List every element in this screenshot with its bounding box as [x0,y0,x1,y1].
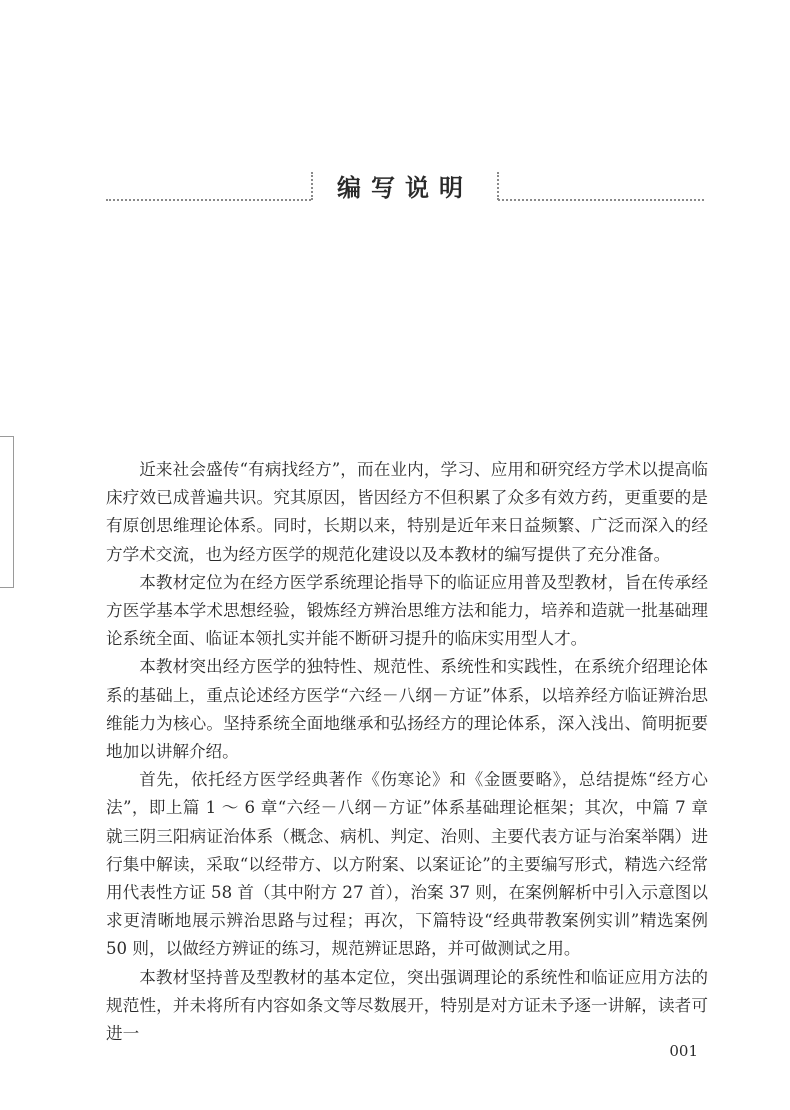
title-bracket-left [311,172,313,200]
title-rule-left [106,199,311,201]
page-edge-tab [0,436,14,588]
page-title: 编写说明 [337,173,473,202]
paragraph: 近来社会盛传“有病找经方”，而在业内，学习、应用和研究经方学术以提高临床疗效已成普遍共识。究其原因，皆因经方不但积累了众多有效方药，更重要的是有原创思维理论体系。同时，长期以来，特别是近年来日益频繁、广泛而深入的经方学术交流，也为经方医学的规范化建设以及本教材的编写提供了充分准备。 [106,460,708,564]
paragraph: 本教材突出经方医学的独特性、规范性、系统性和实践性，在系统介绍理论体系的基础上，重点论述经方医学“六经－八纲－方证”体系，以培养经方临证辨治思维能力为核心。坚持系统全面地继承和弘扬经方的理论体系，深入浅出、简明扼要地加以讲解介绍。 [106,657,708,762]
paragraph: 本教材坚持普及型教材的基本定位，突出强调理论的系统性和临证应用方法的规范性，并未将所有内容如条文等尽数展开，特别是对方证未予逐一讲解，读者可进一 [106,967,708,1044]
body-text [106,456,708,1048]
page-number: 001 [669,1042,698,1060]
title-rule-right [498,199,704,201]
paragraph: 首先，依托经方医学经典著作《伤寒论》和《金匮要略》，总结提炼“经方心法”，即上篇 1 ～ 6 章“六经－八纲－方证”体系基础理论框架；其次，中篇 7 章就三阴三阳病证治体系（概念、病机、判定、治则、主要代表方证与治案举隅）进行集中解读，采取“以经带方、以方附案、以案证论”的主要编写形式，精选六经常用代表性方证 58 首（其中附方 27 首），治案 37 则，在案例解析中引入示意图以求更清晰地展示辨治思路与过程；再次，下篇特设“经典带教案例实训”精选案例 50 则，以做经方辨证的练习，规范辨证思路，并可做测试之用。 [106,770,708,959]
paragraph: 本教材定位为在经方医学系统理论指导下的临证应用普及型教材，旨在传承经方医学基本学术思想经验，锻炼经方辨治思维方法和能力，培养和造就一批基础理论系统全面、临证本领扎实并能不断研习提升的临床实用型人才。 [106,572,708,649]
title-bracket-right [497,172,499,200]
